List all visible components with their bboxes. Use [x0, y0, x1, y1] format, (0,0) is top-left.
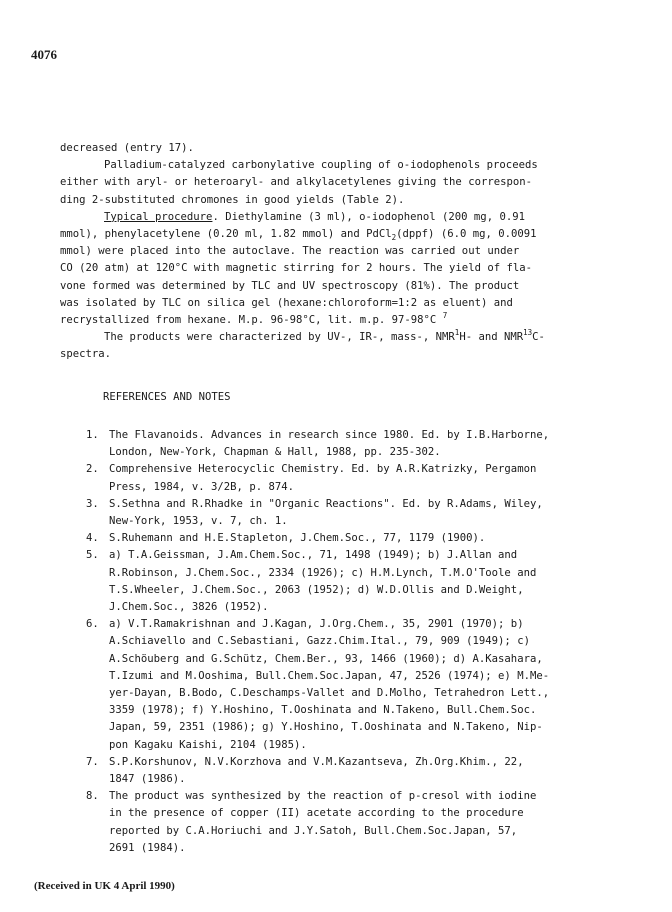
received-date: (Received in UK 4 April 1990) [34, 880, 175, 892]
paragraph-line [60, 209, 620, 226]
typical-procedure-label: Typical procedure [104, 210, 213, 223]
reference-number: 1. [86, 429, 99, 441]
subscript: 2 [391, 233, 397, 243]
reference-item [86, 788, 626, 857]
reference-item [86, 530, 626, 547]
paragraph-line: ding 2-substituted chromones in good yields (Table 2). [60, 193, 405, 206]
reference-number: 4. [86, 532, 99, 545]
reference-line: Press, 1984, v. 3/2B, p. 874. [109, 480, 294, 493]
paragraph-line: vone formed was determined by TLC and UV spectroscopy (81%). The product [60, 279, 520, 292]
reference-line: 3359 (1978); f) Y.Hoshino, T.Ooshinata and N.Takeno, Bull.Chem.Soc. [109, 704, 537, 717]
reference-line: J.Chem.Soc., 3826 (1952). [109, 601, 269, 614]
text-span: C- [532, 331, 545, 344]
reference-text [109, 427, 626, 461]
text-span: H- and NMR [459, 331, 524, 344]
reference-item [86, 616, 626, 754]
references-list [86, 427, 626, 857]
reference-line: yer-Dayan, B.Bodo, C.Deschamps-Vallet and D.Molho, Tetrahedron Lett., [109, 687, 550, 700]
paragraph-line: either with aryl- or heteroaryl- and alkylacetylenes giving the correspon- [60, 176, 532, 189]
reference-line: T.Izumi and M.Ooshima, Bull.Chem.Soc.Japan, 47, 2526 (1974); e) M.Me- [109, 669, 550, 682]
reference-line: S.Sethna and R.Rhadke in "Organic Reactions". Ed. by R.Adams, Wiley, [109, 497, 543, 510]
text-span: . Diethylamine (3 ml), o-iodophenol (200 mg, 0.91 [212, 210, 525, 223]
reference-line: reported by C.A.Horiuchi and J.Y.Satoh, Bull.Chem.Soc.Japan, 57, [109, 824, 518, 837]
reference-line: Comprehensive Heterocyclic Chemistry. Ed. by A.R.Katrizky, Pergamon [109, 463, 537, 476]
reference-line: 1847 (1986). [109, 773, 186, 786]
reference-line: T.S.Wheeler, J.Chem.Soc., 2063 (1952); d) W.D.Ollis and D.Weight, [109, 583, 524, 596]
text-span: The products were characterized by UV-, IR-, mass-, NMR [104, 331, 455, 344]
page-number: 4076 [31, 47, 57, 62]
reference-line: 2691 (1984). [109, 841, 186, 854]
reference-text [109, 616, 626, 754]
reference-number: 8. [86, 790, 99, 803]
reference-line: Japan, 59, 2351 (1986); g) Y.Hoshino, T.Ooshinata and N.Takeno, Nip- [109, 721, 543, 734]
reference-line: pon Kagaku Kaishi, 2104 (1985). [109, 738, 307, 751]
reference-line: S.P.Korshunov, N.V.Korzhova and V.M.Kazantseva, Zh.Org.Khim., 22, [109, 755, 524, 768]
paragraph-line: mmol) were placed into the autoclave. The reaction was carried out under [60, 245, 520, 258]
reference-text [109, 547, 626, 616]
reference-line: S.Ruhemann and H.E.Stapleton, J.Chem.Soc., 77, 1179 (1900). [109, 532, 486, 545]
paragraph-line: CO (20 atm) at 120°C with magnetic stirring for 2 hours. The yield of fla- [60, 262, 532, 275]
paragraph-line [60, 329, 620, 346]
references-heading: REFERENCES AND NOTES [103, 391, 231, 403]
reference-item [86, 754, 626, 788]
reference-text [109, 496, 626, 530]
paragraph-line [60, 226, 620, 243]
reference-item [86, 547, 626, 616]
reference-number: 2. [86, 463, 99, 476]
reference-line: The Flavanoids. Advances in research since 1980. Ed. by I.B.Harborne, [109, 429, 550, 441]
text-span: recrystallized from hexane. M.p. 96-98°C, lit. m.p. 97-98°C [60, 314, 443, 327]
superscript: 1 [454, 328, 460, 338]
paragraph-line: Palladium-catalyzed carbonylative coupling of o-iodophenols proceeds [104, 159, 538, 172]
reference-text [109, 530, 626, 547]
reference-text [109, 788, 626, 857]
reference-item [86, 496, 626, 530]
reference-number: 5. [86, 549, 99, 562]
reference-line: The product was synthesized by the reaction of p-cresol with iodine [109, 790, 537, 803]
reference-number: 7. [86, 755, 99, 768]
reference-item [86, 461, 626, 495]
reference-line: A.Schiavello and C.Sebastiani, Gazz.Chim.Ital., 79, 909 (1949); c) [109, 635, 530, 648]
paragraph-line: was isolated by TLC on silica gel (hexane:chloroform=1:2 as eluent) and [60, 296, 513, 309]
paragraph-line: spectra. [60, 348, 112, 361]
text-span: mmol), phenylacetylene (0.20 ml, 1.82 mmol) and PdCl [60, 228, 392, 241]
paragraph-line [60, 312, 620, 329]
reference-line: New-York, 1953, v. 7, ch. 1. [109, 515, 288, 528]
body-text [60, 140, 620, 364]
reference-text [109, 461, 626, 495]
reference-line: A.Schöuberg and G.Schütz, Chem.Ber., 93, 1466 (1960); d) A.Kasahara, [109, 652, 543, 665]
superscript: 13 [523, 328, 533, 338]
reference-line: a) V.T.Ramakrishnan and J.Kagan, J.Org.Chem., 35, 2901 (1970); b) [109, 618, 524, 631]
reference-superscript: 7 [442, 311, 448, 321]
reference-item [86, 427, 626, 461]
reference-line: R.Robinson, J.Chem.Soc., 2334 (1926); c) H.M.Lynch, T.M.O'Toole and [109, 566, 537, 579]
reference-number: 3. [86, 497, 99, 510]
reference-line: in the presence of copper (II) acetate according to the procedure [109, 807, 524, 820]
text-span: (dppf) (6.0 mg, 0.0091 [396, 228, 537, 241]
paragraph-line: decreased (entry 17). [60, 142, 194, 154]
reference-line: London, New-York, Chapman & Hall, 1988, pp. 235-302. [109, 446, 441, 459]
reference-number: 6. [86, 618, 99, 631]
reference-text [109, 754, 626, 788]
reference-line: a) T.A.Geissman, J.Am.Chem.Soc., 71, 1498 (1949); b) J.Allan and [109, 549, 518, 562]
